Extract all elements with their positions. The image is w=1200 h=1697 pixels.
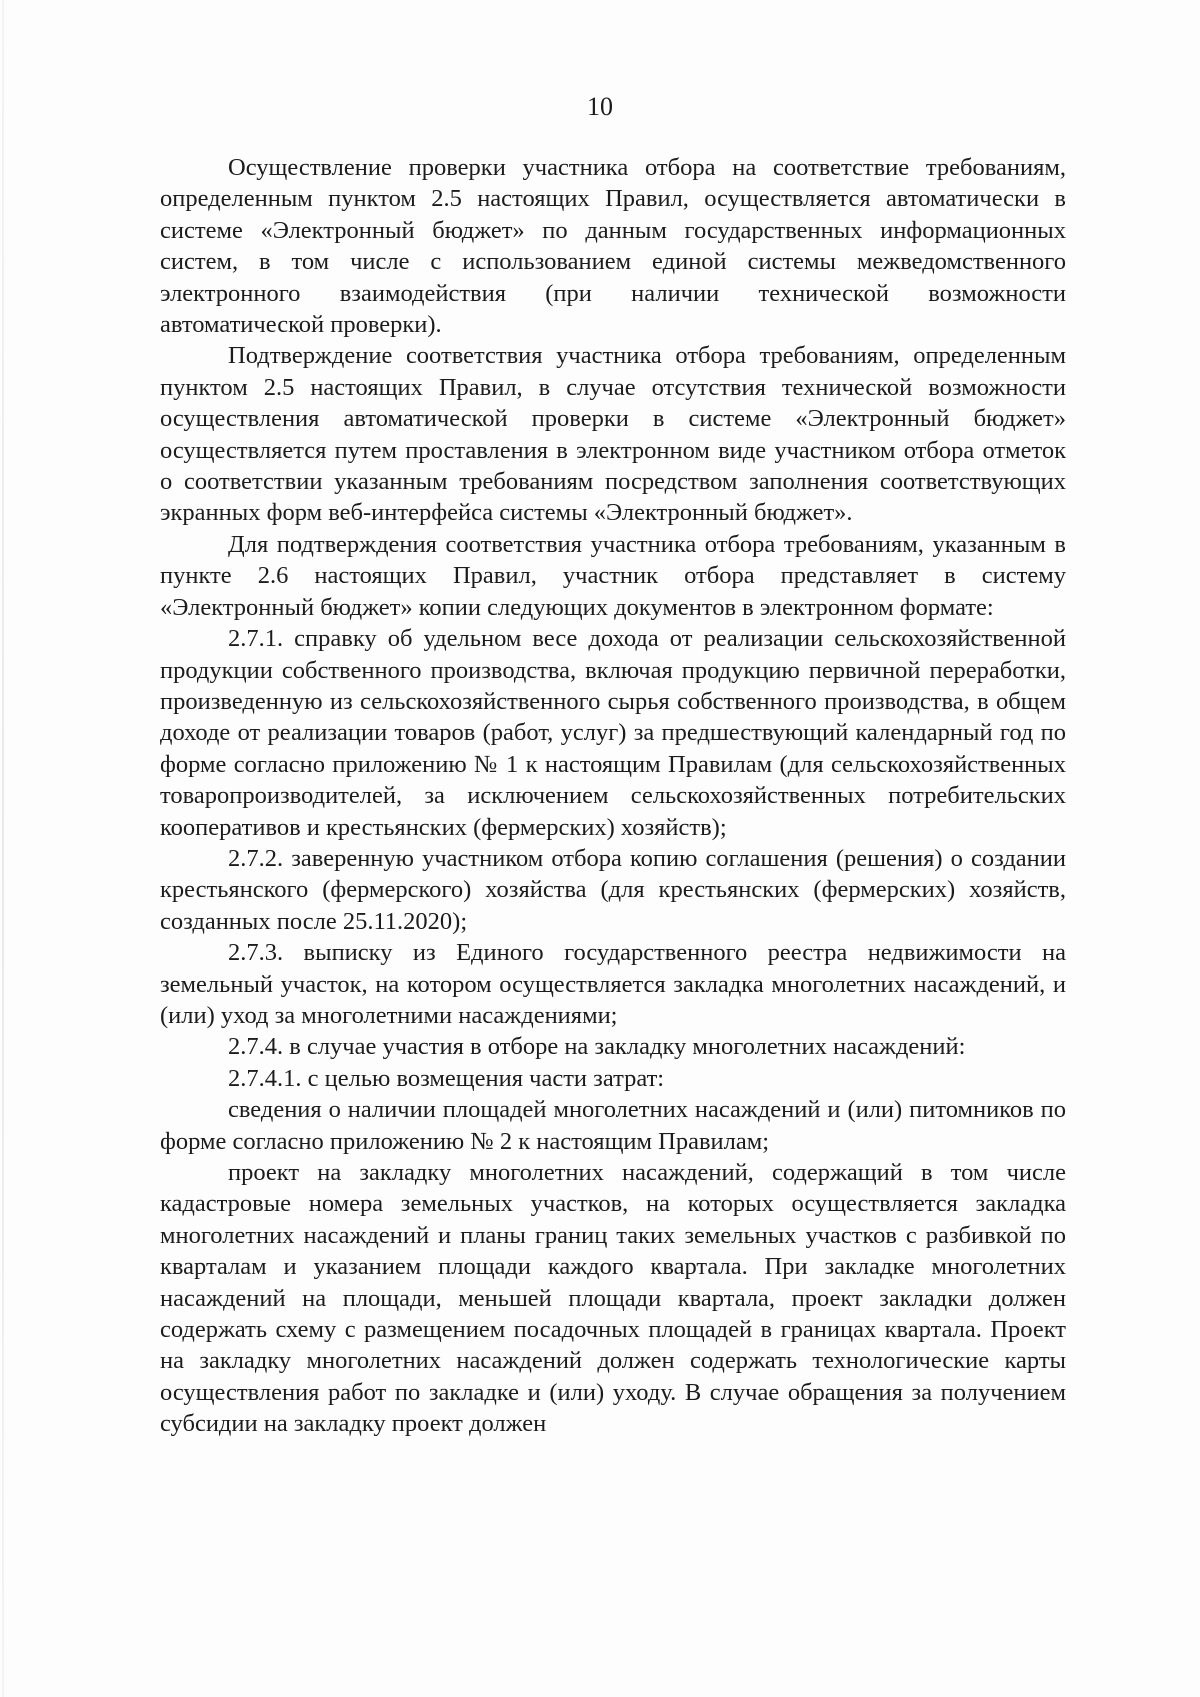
document-body — [160, 152, 1066, 1440]
scan-edge — [2, 0, 4, 1697]
page-number: 10 — [587, 92, 613, 121]
paragraph-confirmation: Подтверждение соответствия участника отбора требованиям, определенным пунктом 2.5 настоящих Правил, в случае отсутствия технической возможности осуществления автоматической проверки в системе «Электронный бюджет» осуществляется путем проставления в электронном виде участником отбора отметок о соответствии указанным требованиям посредством заполнения соответствующих экранных форм веб-интерфейса системы «Электронный бюджет». — [160, 342, 1066, 527]
paragraph-verification: Осуществление проверки участника отбора на соответствие требованиям, определенным пунктом 2.5 настоящих Правил, осуществляется автоматически в системе «Электронный бюджет» по данным государственных информационных систем, в том числе с использованием единой системы межведомственного электронного взаимодействия (при наличии технической возможности автоматической проверки). — [160, 154, 1066, 339]
paragraph-planting-project: проект на закладку многолетних насаждений, содержащий в том числе кадастровые номера земельных участков, на которых осуществляется закладка многолетних насаждений и планы границ таких земельных участков с разбивкой по кварталам и указанием площади каждого квартала. При закладке многолетних насаждений на площади, меньшей площади квартала, проект закладки должен содержать схему с размещением посадочных площадей в границах квартала. Проект на закладку многолетних насаждений должен содержать технологические карты осуществления работ по закладке и (или) уходу. В случае обращения за получением субсидии на закладку проект должен — [160, 1159, 1066, 1438]
paragraph-plantings-info: сведения о наличии площадей многолетних насаждений и (или) питомников по форме согласно приложению № 2 к настоящим Правилам; — [160, 1096, 1066, 1155]
paragraph-2-7-4-1: 2.7.4.1. с целью возмещения части затрат: — [228, 1064, 665, 1092]
paragraph-2-7-3: 2.7.3. выписку из Единого государственного реестра недвижимости на земельный участок, на котором осуществляется закладка многолетних насаждений, и (или) уход за многолетними насаждениями; — [160, 939, 1066, 1029]
paragraph-2-7-1: 2.7.1. справку об удельном весе дохода от реализации сельскохозяйственной продукции собственного производства, включая продукцию первичной переработки, произведенную из сельскохозяйственного сырья собственного производства, в общем доходе от реализации товаров (работ, услуг) за предшествующий календарный год по форме согласно приложению № 1 к настоящим Правилам (для сельскохозяйственных товаропроизводителей, за исключением сельскохозяйственных потребительских кооперативов и крестьянских (фермерских) хозяйств); — [160, 625, 1066, 841]
paragraph-2-7-2: 2.7.2. заверенную участником отбора копию соглашения (решения) о создании крестьянского (фермерского) хозяйства (для крестьянских (фермерских) хозяйств, созданных после 25.11.2020); — [160, 844, 1066, 935]
paragraph-documents-intro: Для подтверждения соответствия участника отбора требованиям, указанным в пункте 2.6 настоящих Правил, участник отбора представляет в систему «Электронный бюджет» копии следующих документов в электронном формате: — [160, 530, 1066, 621]
paragraph-2-7-4: 2.7.4. в случае участия в отборе на закладку многолетних насаждений: — [228, 1033, 966, 1061]
